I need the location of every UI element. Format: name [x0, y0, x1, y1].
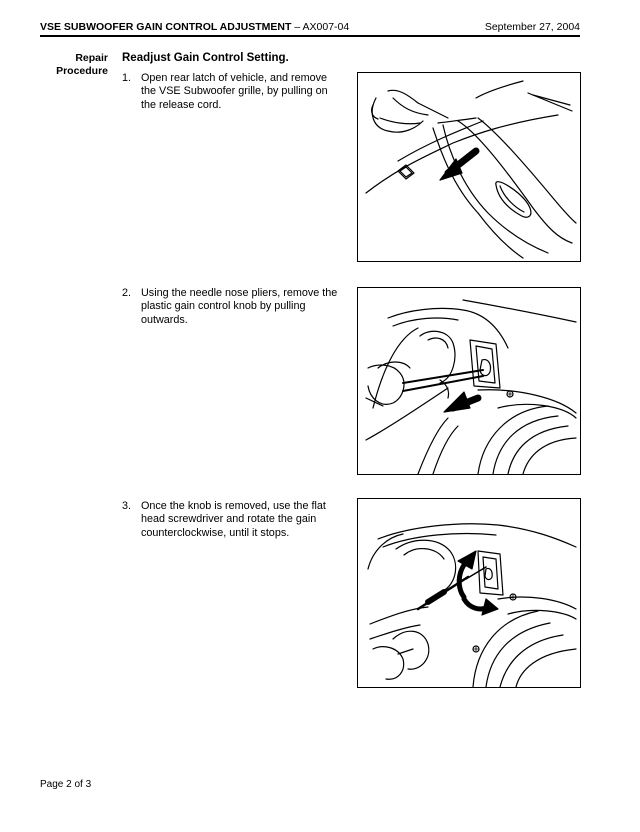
document-title-bold: VSE SUBWOOFER GAIN CONTROL ADJUSTMENT [40, 21, 292, 33]
step-text: Open rear latch of vehicle, and remove the VSE Subwoofer grille, by pulling on the release cord. [141, 72, 328, 111]
section-heading: Readjust Gain Control Setting. [122, 52, 289, 64]
step-text: Once the knob is removed, use the flat head screwdriver and rotate the gain counterclockwise, until it stops. [141, 500, 326, 539]
figure-remove-knob [357, 287, 581, 475]
step-text: Using the needle nose pliers, remove the plastic gain control knob by pulling outwards. [141, 287, 338, 326]
document-title [40, 21, 349, 33]
side-label-line1: Repair [75, 52, 108, 64]
header-rule [40, 35, 580, 37]
document-date: September 27, 2004 [484, 21, 580, 33]
document-title-suffix: – AX007-04 [291, 21, 350, 33]
step-number: 3. [122, 500, 132, 512]
page-number: Page 2 of 3 [40, 779, 92, 790]
figure-remove-grille [357, 72, 581, 262]
side-label [40, 52, 108, 78]
step-number: 1. [122, 72, 132, 84]
figure-rotate-gain [357, 498, 581, 688]
step-number: 2. [122, 287, 132, 299]
side-label-line2: Procedure [56, 65, 108, 77]
page-header [40, 21, 580, 35]
